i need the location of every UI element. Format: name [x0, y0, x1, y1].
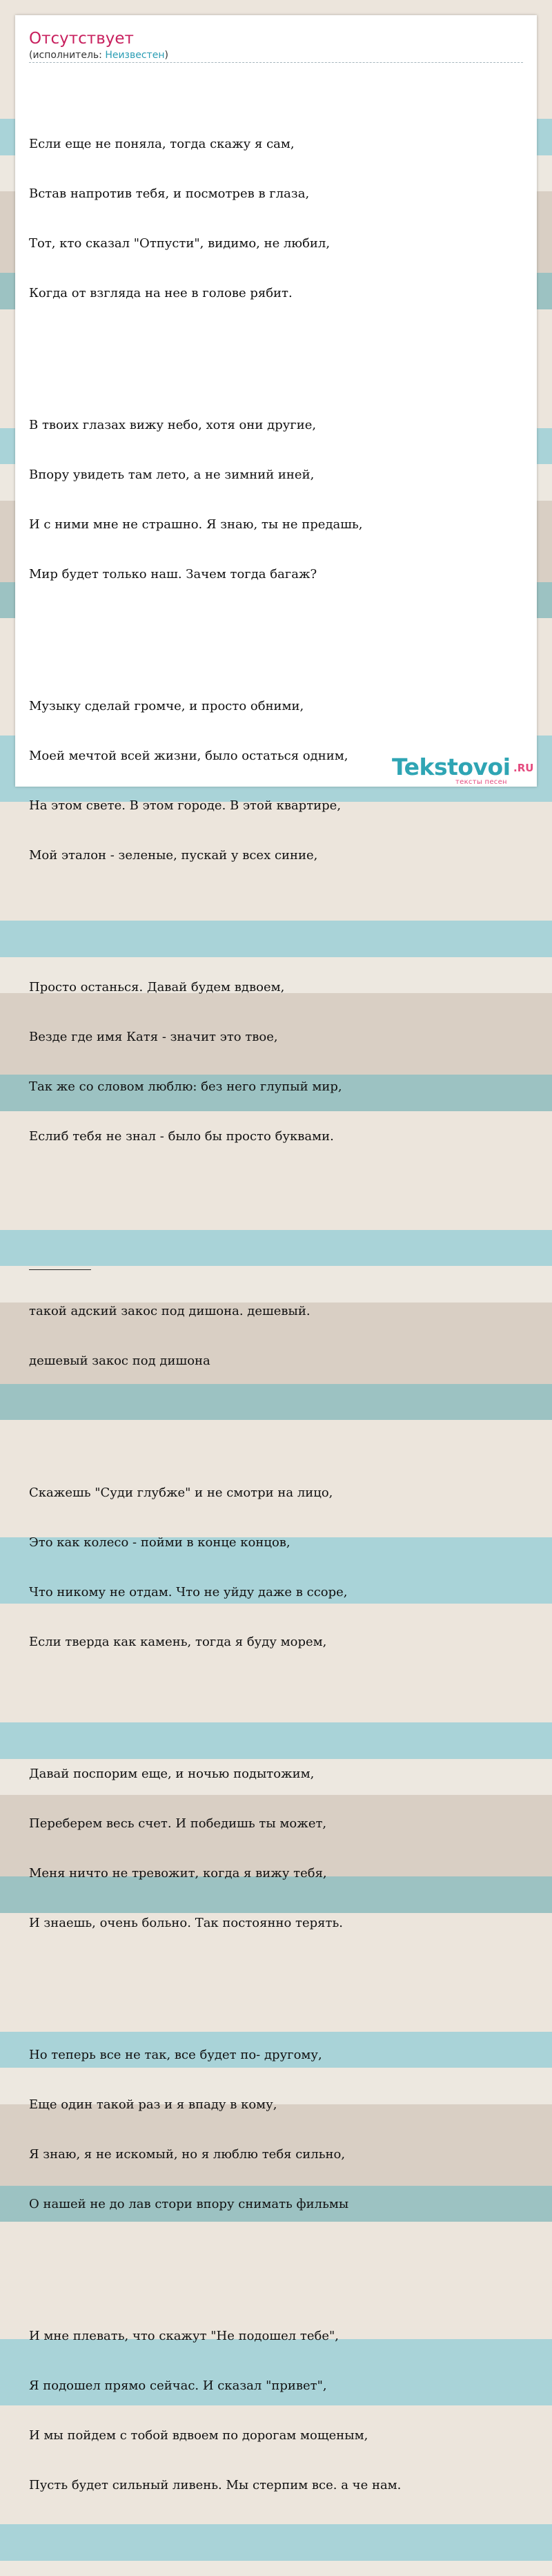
lyric-line: Давай поспорим еще, и ночью подытожим, — [29, 1767, 315, 1781]
lyric-line: Так же со словом люблю: без него глупый мир, — [29, 1079, 342, 1094]
lyric-line: Меня ничто не тревожит, когда я вижу тебя, — [29, 1866, 327, 1881]
lyric-line: Музыку сделай громче, и просто обними, — [29, 699, 304, 713]
artist-link[interactable]: Неизвестен — [105, 50, 165, 61]
lyric-line: Моей мечтой всей жизни, было остаться одним, — [29, 749, 348, 763]
note-line: такой адский закос под дишона. дешевый. — [29, 1304, 310, 1318]
lyric-line: Что никому не отдам. Что не уйду даже в ссоре, — [29, 1585, 348, 1599]
lyric-line: В твоих глазах вижу небо, хотя они другие, — [29, 418, 317, 432]
stanza — [29, 103, 401, 335]
lyric-line: О нашей не до лав стори впору снимать фильмы — [29, 2197, 349, 2211]
title-divider — [29, 62, 523, 63]
stanza — [29, 1452, 401, 1684]
note-rule — [29, 1260, 401, 1270]
lyric-line: Встав напротив тебя, и посмотрев в глаза, — [29, 186, 310, 201]
artist-line — [29, 49, 168, 61]
lyric-line: Когда от взгляда на нее в голове рябит. — [29, 286, 293, 300]
stanza — [29, 946, 401, 1178]
lyric-line: Мир будет только наш. Зачем тогда багаж? — [29, 567, 317, 581]
lyric-line: Тот, кто сказал "Отпусти", видимо, не любил, — [29, 236, 331, 251]
lyric-line: И мне плевать, что скажут "Не подошел тебе", — [29, 2329, 339, 2343]
lyric-line: Пусть будет сильный ливень. Мы стерпим все. а че нам. — [29, 2478, 402, 2492]
artist-prefix: (исполнитель: — [29, 50, 106, 61]
lyric-line: Мой эталон - зеленые, пускай у всех синие, — [29, 848, 318, 863]
lyric-line: Я подошел прямо сейчас. И сказал "привет", — [29, 2378, 327, 2393]
stanza — [29, 2295, 401, 2527]
lyric-line: Скажешь "Суди глубже" и не смотри на лицо, — [29, 1486, 333, 1500]
lyric-line: На этом свете. В этом городе. В этой квартире, — [29, 798, 342, 813]
site-logo[interactable] — [392, 754, 537, 789]
lyric-line: И с ними мне не страшно. Я знаю, ты не предашь, — [29, 517, 363, 532]
lyric-line: Еслиб тебя не знал - было бы просто буквами. — [29, 1129, 334, 1144]
lyric-line: Я знаю, я не искомый, но я люблю тебя сильно, — [29, 2147, 346, 2162]
lyrics-card — [15, 15, 537, 2492]
logo-domain: .RU — [513, 762, 534, 774]
note-line: дешевый закос под дишона — [29, 1354, 210, 1368]
lyric-line: Впору увидеть там лето, а не зимний иней, — [29, 468, 315, 482]
lyric-line: Переберем весь счет. И победишь ты может, — [29, 1816, 327, 1831]
logo-wordmark: Tekstovoi — [392, 753, 511, 780]
lyric-line: Если еще не поняла, тогда скажу я сам, — [29, 137, 295, 151]
lyric-line: Еще один такой раз и я впаду в кому, — [29, 2097, 277, 2112]
lyric-line: И мы пойдем с тобой вдвоем по дорогам мощеным, — [29, 2428, 368, 2443]
lyric-line: И знаешь, очень больно. Так постоянно терять. — [29, 1916, 343, 1930]
note-block — [29, 1227, 401, 1403]
stanza — [29, 2014, 401, 2246]
lyric-line: Это как колесо - пойми в конце концов, — [29, 1535, 290, 1550]
artist-suffix: ) — [164, 50, 168, 61]
stanza — [29, 665, 401, 897]
lyric-line: Просто останься. Давай будем вдвоем, — [29, 980, 285, 994]
stanza — [29, 1733, 401, 1965]
lyrics-text — [29, 70, 401, 2576]
lyric-line: Но теперь все не так, все будет по- другому, — [29, 2048, 322, 2062]
stanza — [29, 384, 401, 616]
lyric-line: Если тверда как камень, тогда я буду морем, — [29, 1635, 327, 1649]
song-title: Отсутствует — [29, 30, 134, 48]
logo-tagline: тексты песен — [455, 778, 507, 786]
lyric-line: Везде где имя Катя - значит это твое, — [29, 1030, 278, 1044]
